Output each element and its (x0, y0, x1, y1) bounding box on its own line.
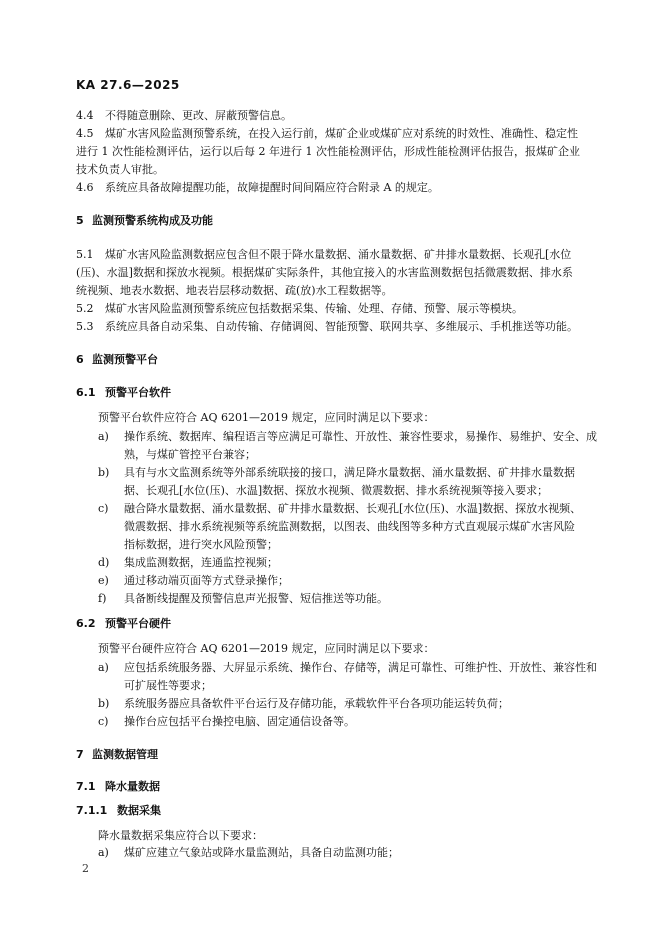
heading-title: 数据采集 (117, 804, 161, 817)
heading-title: 预警平台硬件 (105, 617, 171, 630)
clause-text: 煤矿水害风险监测预警系统应包括数据采集、传输、处理、存储、预警、展示等模块。 (105, 302, 523, 315)
heading-number: 6.2 (76, 617, 96, 630)
document-id-header: KA 27.6—2025 (76, 78, 180, 92)
heading-title: 监测预警系统构成及功能 (92, 214, 213, 227)
list-text-line: 微震数据、排水系统视频等系统监测数据，以图表、曲线图等多种方式直观展示煤矿水害风险 (124, 520, 575, 533)
list-text-line: 融合降水量数据、涌水量数据、矿井排水量数据、长观孔[水位(压)、水温]数据、探放水视频、 (124, 502, 582, 515)
heading-title: 监测数据管理 (92, 748, 158, 761)
clause-number: 5.3 (76, 320, 94, 333)
clause-number: 5.2 (76, 302, 94, 315)
heading-title: 预警平台软件 (105, 386, 171, 399)
clause-text-line: 统视频、地表水数据、地表岩层移动数据、疏(放)水工程数据等。 (76, 284, 393, 297)
list-label: c) (98, 715, 109, 728)
heading-number: 5 (76, 214, 84, 227)
list-text-line: 操作系统、数据库、编程语言等应满足可靠性、开放性、兼容性要求，易操作、易维护、安全、成 (124, 430, 597, 443)
list-text-line: 指标数据，进行突水风险预警； (124, 538, 278, 551)
list-text-line: 操作台应包括平台操控电脑、固定通信设备等。 (124, 715, 355, 728)
clause-number: 4.6 (76, 181, 94, 194)
subsection-intro: 预警平台硬件应符合 AQ 6201—2019 规定，应同时满足以下要求： (98, 642, 435, 655)
clause-text: 系统应具备故障提醒功能，故障提醒时间间隔应符合附录 A 的规定。 (105, 181, 439, 194)
list-label: a) (98, 661, 109, 674)
subsection-intro: 降水量数据采集应符合以下要求： (98, 829, 263, 842)
list-text-line: 具备断线提醒及预警信息声光报警、短信推送等功能。 (124, 592, 388, 605)
list-text-line: 煤矿应建立气象站或降水量监测站，具备自动监测功能； (124, 846, 399, 859)
clause-text-line: (压)、水温]数据和探放水视频。根据煤矿实际条件，其他宜接入的水害监测数据包括微震数据、排水系 (76, 266, 573, 279)
clause-number: 5.1 (76, 248, 94, 261)
clause-text-line: 进行 1 次性能检测评估，运行以后每 2 年进行 1 次性能检测评估，形成性能检测评估报告，报煤矿企业 (76, 145, 580, 158)
list-text-line: 具有与水文监测系统等外部系统联接的接口，满足降水量数据、涌水量数据、矿井排水量数据 (124, 466, 575, 479)
subsection-intro: 预警平台软件应符合 AQ 6201—2019 规定，应同时满足以下要求： (98, 411, 435, 424)
heading-number: 7 (76, 748, 84, 761)
list-text-line: 系统服务器应具备软件平台运行及存储功能，承载软件平台各项功能运转负荷； (124, 697, 509, 710)
list-text-line: 通过移动端页面等方式登录操作； (124, 574, 289, 587)
heading-number: 7.1.1 (76, 804, 108, 817)
clause-text: 不得随意删除、更改、屏蔽预警信息。 (105, 109, 292, 122)
heading-number: 6 (76, 353, 84, 366)
heading-number: 7.1 (76, 780, 96, 793)
heading-title: 降水量数据 (105, 780, 160, 793)
list-text-line: 集成监测数据，连通监控视频； (124, 556, 278, 569)
list-label: d) (98, 556, 110, 569)
list-text-line: 应包括系统服务器、大屏显示系统、操作台、存储等，满足可靠性、可维护性、开放性、兼容性和 (124, 661, 597, 674)
list-text-line: 熟，与煤矿管控平台兼容； (124, 448, 256, 461)
clause-number: 4.4 (76, 109, 94, 122)
clause-text-line: 煤矿水害风险监测数据应包含但不限于降水量数据、涌水量数据、矿井排水量数据、长观孔[水位 (105, 248, 572, 261)
clause-number: 4.5 (76, 127, 94, 140)
list-label: c) (98, 502, 109, 515)
list-text-line: 据、长观孔[水位(压)、水温]数据、探放水视频、微震数据、排水系统视频等接入要求； (124, 484, 549, 497)
page-number: 2 (82, 862, 89, 875)
list-text-line: 可扩展性等要求； (124, 679, 212, 692)
list-label: e) (98, 574, 109, 587)
list-label: b) (98, 466, 110, 479)
list-label: a) (98, 430, 109, 443)
heading-title: 监测预警平台 (92, 353, 158, 366)
list-label: a) (98, 846, 109, 859)
list-label: f) (98, 592, 107, 605)
clause-text-line: 技术负责人审批。 (76, 163, 164, 176)
clause-text-line: 煤矿水害风险监测预警系统，在投入运行前，煤矿企业或煤矿应对系统的时效性、准确性、稳定性 (105, 127, 578, 140)
list-label: b) (98, 697, 110, 710)
clause-text: 系统应具备自动采集、自动传输、存储调阅、智能预警、联网共享、多维展示、手机推送等功能。 (105, 320, 578, 333)
heading-number: 6.1 (76, 386, 96, 399)
